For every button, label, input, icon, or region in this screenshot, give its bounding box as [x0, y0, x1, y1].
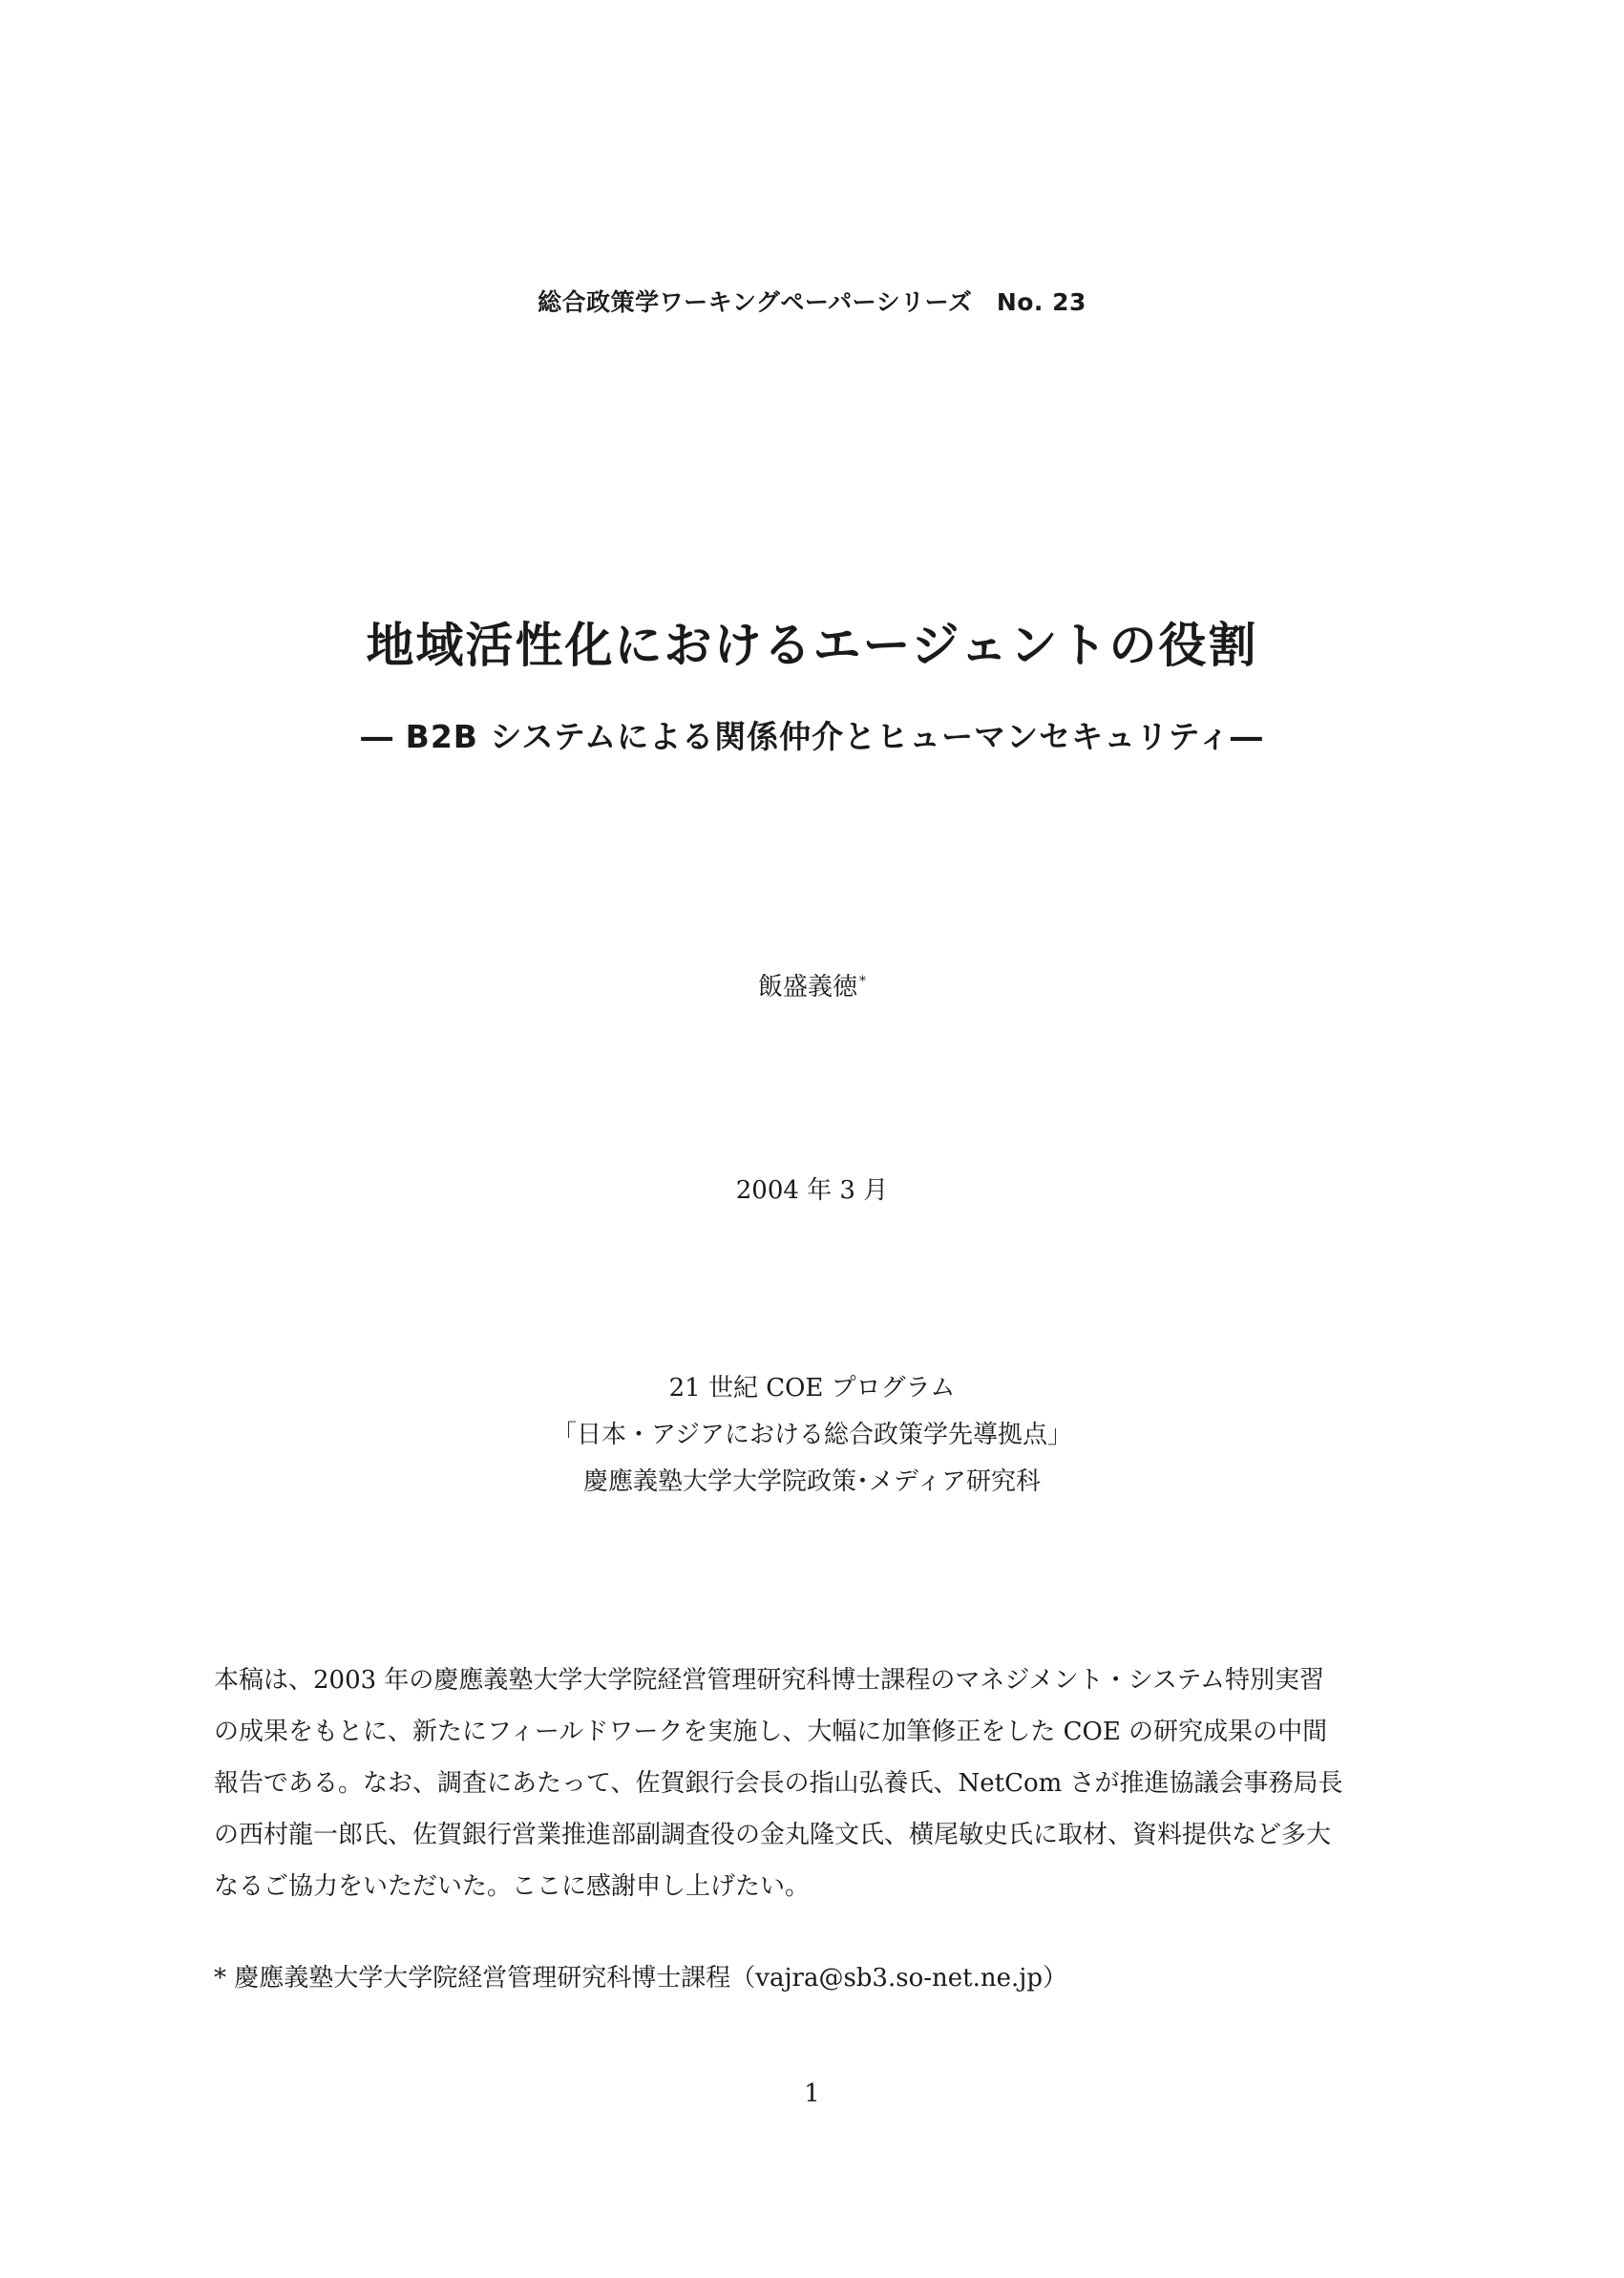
- page-title: 地域活性化におけるエージェントの役割: [366, 618, 1258, 673]
- author-footnote-mark: *: [859, 974, 866, 990]
- program-line: 慶應義塾大学大学院政策･メディア研究科: [583, 1467, 1041, 1496]
- program-block: [0, 1365, 1624, 1506]
- author: [0, 967, 1624, 1002]
- program-line: 21 世紀 COE プログラム: [668, 1374, 956, 1403]
- page-number: 1: [804, 2079, 820, 2108]
- publication-date: 2004 年 3 月: [735, 1176, 889, 1205]
- paragraph-line: 報告である。なお、調査にあたって、佐賀銀行会長の指山弘養氏、NetCom さが推進協議会事務局長: [214, 1769, 1343, 1798]
- paragraph-line: の西村龍一郎氏、佐賀銀行営業推進部副調査役の金丸隆文氏、横尾敏史氏に取材、資料提供など多大: [214, 1821, 1332, 1849]
- page-subtitle: ― B2B システムによる関係仲介とヒューマンセキュリティ―: [361, 718, 1263, 755]
- author-name: 飯盛義徳: [757, 973, 857, 1002]
- paragraph-line: の成果をもとに、新たにフィールドワークを実施し、大幅に加筆修正をした COE の研究成果の中間: [214, 1718, 1328, 1746]
- paragraph-line: 本稿は、2003 年の慶應義塾大学大学院経営管理研究科博士課程のマネジメント・システム特別実習: [214, 1666, 1325, 1695]
- series-label: 総合政策学ワーキングペーパーシリーズ No. 23: [538, 288, 1086, 316]
- paragraph-line: なるご協力をいただいた。ここに感謝申し上げたい。: [214, 1872, 811, 1901]
- author-footnote: * 慶應義塾大学大学院経営管理研究科博士課程（vajra@sb3.so-net.ne.jp）: [214, 1964, 1067, 1993]
- acknowledgement-paragraph: [214, 1655, 1419, 1912]
- program-line: 「日本・アジアにおける総合政策学先導拠点」: [552, 1421, 1072, 1449]
